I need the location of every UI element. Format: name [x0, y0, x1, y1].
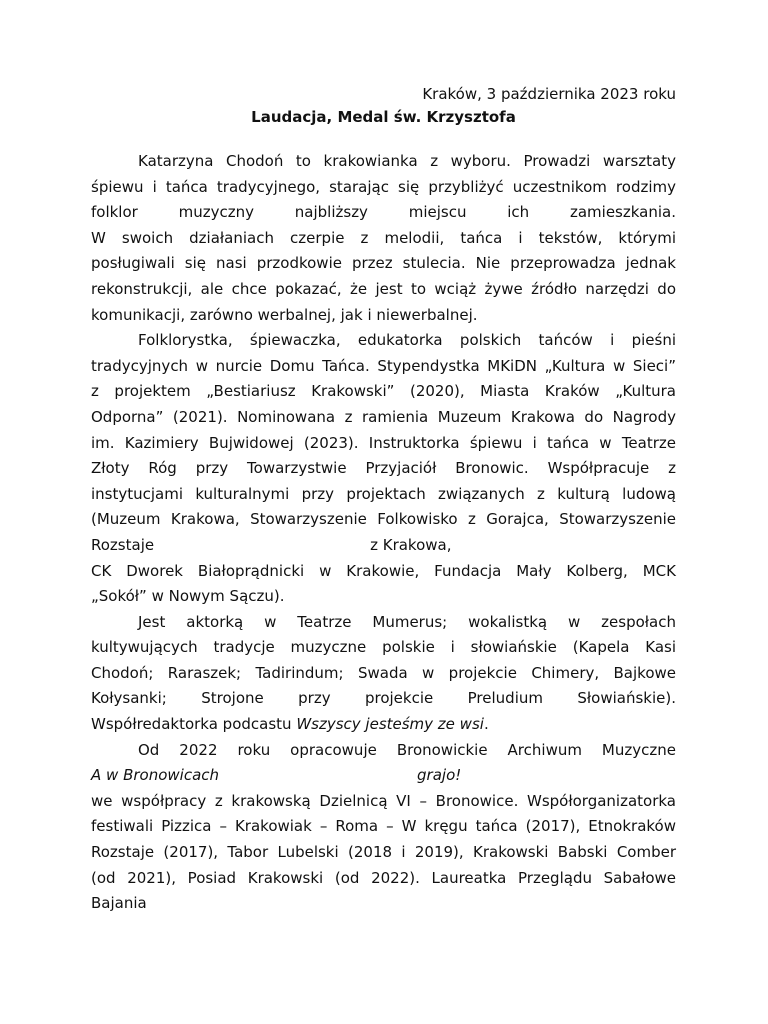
text-line: Kołysanki; Strojone przy projekcie Preludium Słowiańskie).: [91, 689, 676, 708]
text-line: we współpracy z krakowską Dzielnicą VI – Bronowice. Współorganizatorka: [91, 791, 676, 810]
text-line: [91, 533, 676, 559]
text-line: [91, 712, 676, 738]
text-line: śpiewu i tańca tradycyjnego, starając się przybliżyć uczestnikom rodzimy: [91, 177, 676, 196]
text-line: folklor muzyczny najbliższy miejscu ich zamieszkania.: [91, 203, 676, 222]
text-line: Bajania: [91, 894, 147, 913]
text-line: instytucjami kulturalnymi przy projektach związanych z kulturą ludową: [91, 484, 676, 503]
text-line: Odporna” (2021). Nominowana z ramienia Muzeum Krakowa do Nagrody: [91, 407, 676, 426]
text-line: komunikacji, zarówno werbalnej, jak i niewerbalnej.: [91, 305, 478, 324]
text-line: Katarzyna Chodoń to krakowianka z wyboru. Prowadzi warsztaty: [138, 152, 676, 170]
date-line: Kraków, 3 października 2023 roku: [422, 85, 676, 103]
podcast-title: Wszyscy jesteśmy ze wsi: [296, 715, 484, 734]
text-line: Złoty Róg przy Towarzystwie Przyjaciół Bronowic. Współpracuje z: [91, 459, 676, 478]
text-line: Chodoń; Raraszek; Tadirindum; Swada w projekcie Chimery, Bajkowe: [91, 663, 676, 682]
document-page: [91, 84, 676, 917]
text-fragment: z Krakowa,: [370, 535, 452, 554]
text-fragment: .: [483, 715, 489, 734]
text-line: posługiwali się nasi przodkowie przez stulecia. Nie przeprowadza jednak: [91, 254, 676, 273]
document-title: Laudacja, Medal św. Krzysztofa: [251, 108, 516, 126]
text-line: CK Dworek Białoprądnicki w Krakowie, Fundacja Mały Kolberg, MCK: [91, 561, 676, 580]
text-fragment: Współredaktorka podcastu: [91, 715, 297, 734]
text-fragment: Rozstaje: [91, 535, 155, 554]
text-line: (od 2021), Posiad Krakowski (od 2022). Laureatka Przeglądu Sabałowe: [91, 868, 676, 887]
text-line: festiwali Pizzica – Krakowiak – Roma – W kręgu tańca (2017), Etnokraków: [91, 817, 676, 836]
text-line: im. Kazimiery Bujwidowej (2023). Instruktorka śpiewu i tańca w Teatrze: [91, 433, 676, 452]
archive-title: grajo!: [417, 766, 462, 785]
text-line: (Muzeum Krakowa, Stowarzyszenie Folkowisko z Gorajca, Stowarzyszenie: [91, 510, 676, 529]
text-line: W swoich działaniach czerpie z melodii, tańca i tekstów, którymi: [91, 228, 676, 247]
text-line: tradycyjnych w nurcie Domu Tańca. Stypendystka MKiDN „Kultura w Sieci”: [91, 356, 676, 375]
archive-title: A w Bronowicach: [91, 766, 220, 785]
text-line: „Sokół” w Nowym Sączu).: [91, 587, 285, 606]
text-line: Rozstaje (2017), Tabor Lubelski (2018 i 2019), Krakowski Babski Comber: [91, 843, 676, 862]
text-line: z projektem „Bestiariusz Krakowski” (2020), Miasta Kraków „Kultura: [91, 382, 676, 401]
text-line: [91, 763, 676, 789]
text-line: Od 2022 roku opracowuje Bronowickie Archiwum Muzyczne: [138, 740, 676, 759]
document-body: [91, 149, 676, 917]
text-line: Jest aktorką w Teatrze Mumerus; wokalistką w zespołach: [138, 612, 676, 631]
text-line: rekonstrukcji, ale chce pokazać, że jest to wciąż żywe źródło narzędzi do: [91, 279, 676, 298]
text-line: kultywujących tradycje muzyczne polskie i słowiańskie (Kapela Kasi: [91, 638, 676, 657]
text-line: Folklorystka, śpiewaczka, edukatorka polskich tańców i pieśni: [138, 331, 676, 350]
